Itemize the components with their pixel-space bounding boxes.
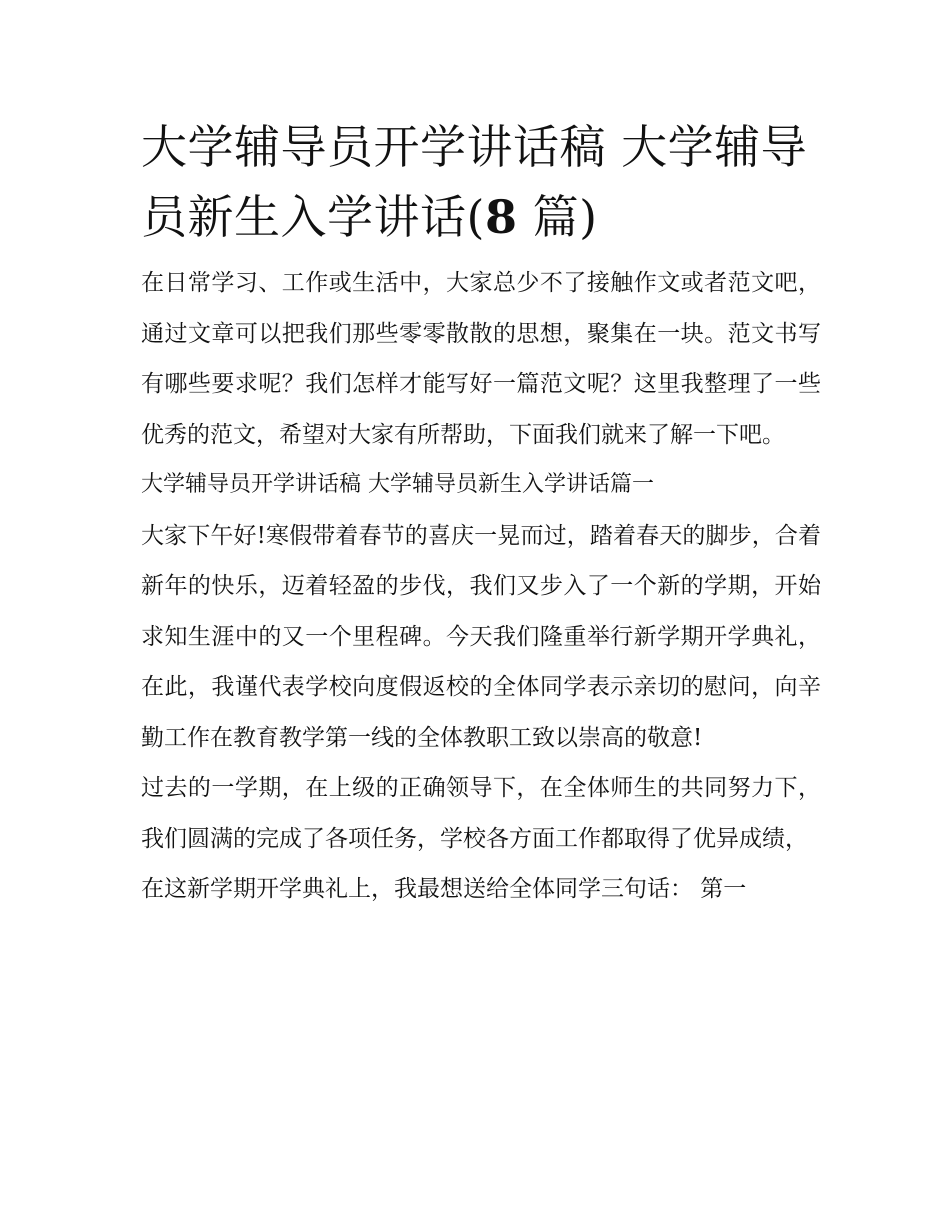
title-number: 8 — [484, 190, 518, 244]
document-page — [141, 112, 821, 915]
body-paragraph-1: 大家下午好!寒假带着春节的喜庆一晃而过，踏着春天的脚步，合着新年的快乐，迈着轻盈的步伐，我们又步入了一个新的学期，开始求知生涯中的又一个里程碑。今天我们隆重举行新学期开学典礼，在此，我谨代表学校向度假返校的全体同学表示亲切的慰问，向辛勤工作在教育教学第一线的全体教职工致以崇高的敬意! — [141, 522, 821, 751]
title-text: 大学辅导员开学讲话稿 大学辅导员新生入学讲话( — [141, 120, 808, 244]
document-title — [141, 112, 821, 252]
section-heading: 大学辅导员开学讲话稿 大学辅导员新生入学讲话篇一 — [141, 472, 654, 497]
body-paragraph-3: 在这新学期开学典礼上，我最想送给全体同学三句话： 第一 — [141, 876, 747, 902]
intro-paragraph: 在日常学习、工作或生活中，大家总少不了接触作文或者范文吧，通过文章可以把我们那些零零散散的思想，聚集在一块。范文书写有哪些要求呢？我们怎样才能写好一篇范文呢？这里我整理了一些优秀的范文，希望对大家有所帮助，下面我们就来了解一下吧。 — [141, 270, 821, 448]
body-paragraph-2: 过去的一学期，在上级的正确领导下，在全体师生的共同努力下，我们圆满的完成了各项任务，学校各方面工作都取得了优异成绩， — [141, 775, 821, 852]
title-suffix: 篇) — [517, 190, 598, 244]
